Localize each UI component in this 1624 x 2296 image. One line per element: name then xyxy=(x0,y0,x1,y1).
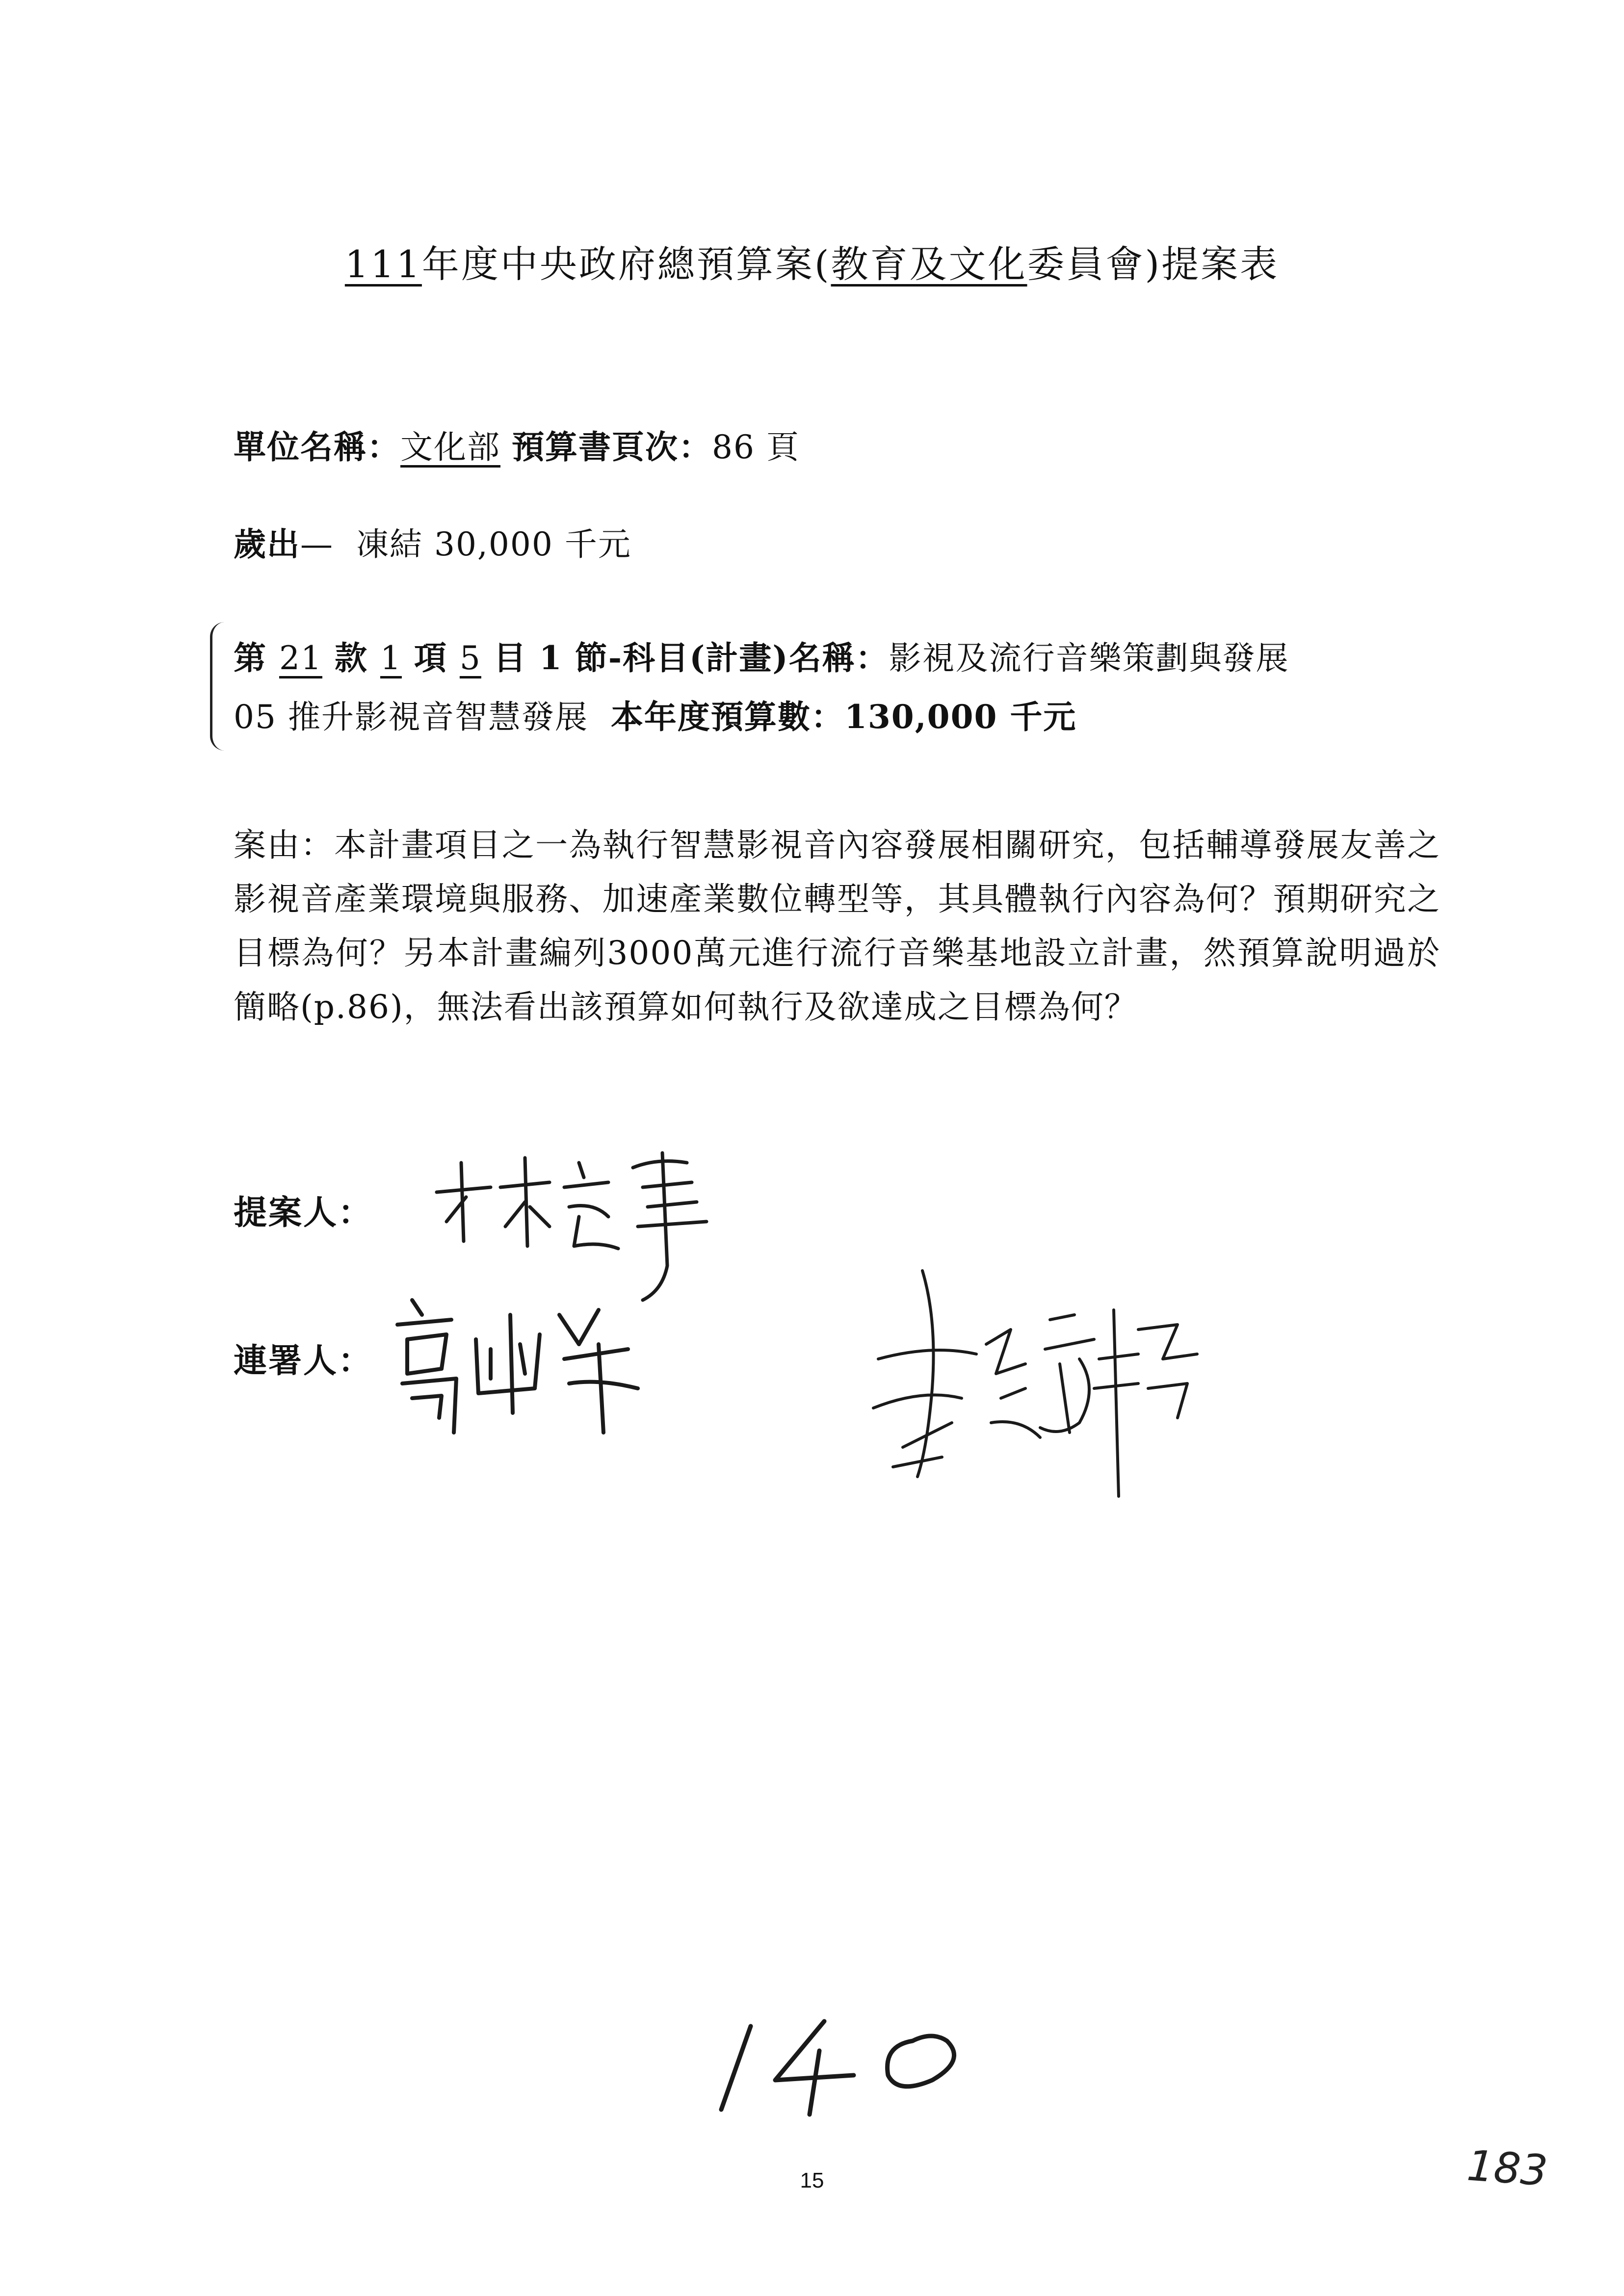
item-line-2 xyxy=(234,691,1076,737)
expenditure-dash: — xyxy=(300,525,334,563)
title-committee: 教育及文化 xyxy=(831,242,1027,286)
cosigner-signature-2 xyxy=(864,1261,1217,1536)
item-mu-suffix: 目 1 節-科目(計畫)名稱： xyxy=(481,639,889,677)
page-number: 15 xyxy=(800,2168,824,2192)
unit-line xyxy=(234,421,800,468)
cosigner-signature-1 xyxy=(393,1285,697,1442)
unit-label: 單位名稱： xyxy=(234,428,400,466)
item-xiang: 1 xyxy=(380,639,402,677)
item-sub: 05 推升影視音智慧發展 xyxy=(234,698,588,736)
expenditure-label: 歲出 xyxy=(234,525,300,563)
proposer-label: 提案人： xyxy=(234,1193,373,1232)
expenditure-text: 凍結 30,000 千元 xyxy=(356,525,631,563)
item-name: 影視及流行音樂策劃與發展 xyxy=(889,639,1289,677)
reason-paragraph: 案由：本計畫項目之一為執行智慧影視音內容發展相關研究，包括輔導發展友善之影視音產業環境與服務、加速產業數位轉型等，其具體執行內容為何？預期研究之目標為何？另本計畫編列3000萬元進行流行音樂基地設立計畫，然預算說明過於簡略(p.86)，無法看出該預算如何執行及欲達成之目標為何？ xyxy=(234,826,1441,1026)
document-title xyxy=(0,235,1624,288)
item-line-1 xyxy=(234,632,1289,678)
expenditure-line xyxy=(234,518,631,565)
handwritten-number-140 xyxy=(711,2011,986,2119)
title-year: 111 xyxy=(344,242,422,286)
item-kuan: 21 xyxy=(279,639,322,677)
item-budget-label: 本年度預算數： xyxy=(610,698,844,736)
title-end: 委員會)提案表 xyxy=(1027,242,1280,286)
item-kuan-prefix: 第 xyxy=(234,639,279,677)
unit-name: 文化部 xyxy=(400,428,500,466)
handwritten-number-183: 183 xyxy=(1465,2141,1549,2196)
budget-page-label: 預算書頁次： xyxy=(511,428,712,466)
budget-page-value: 86 頁 xyxy=(711,428,800,466)
item-xiang-suffix: 項 xyxy=(401,639,460,677)
item-bracket xyxy=(210,622,227,751)
cosigner-label: 連署人： xyxy=(234,1341,373,1381)
item-budget-value: 130,000 千元 xyxy=(844,698,1077,736)
item-mu: 5 xyxy=(459,639,481,677)
item-kuan-suffix: 款 xyxy=(322,639,380,677)
title-mid: 年度中央政府總預算案( xyxy=(421,242,831,286)
